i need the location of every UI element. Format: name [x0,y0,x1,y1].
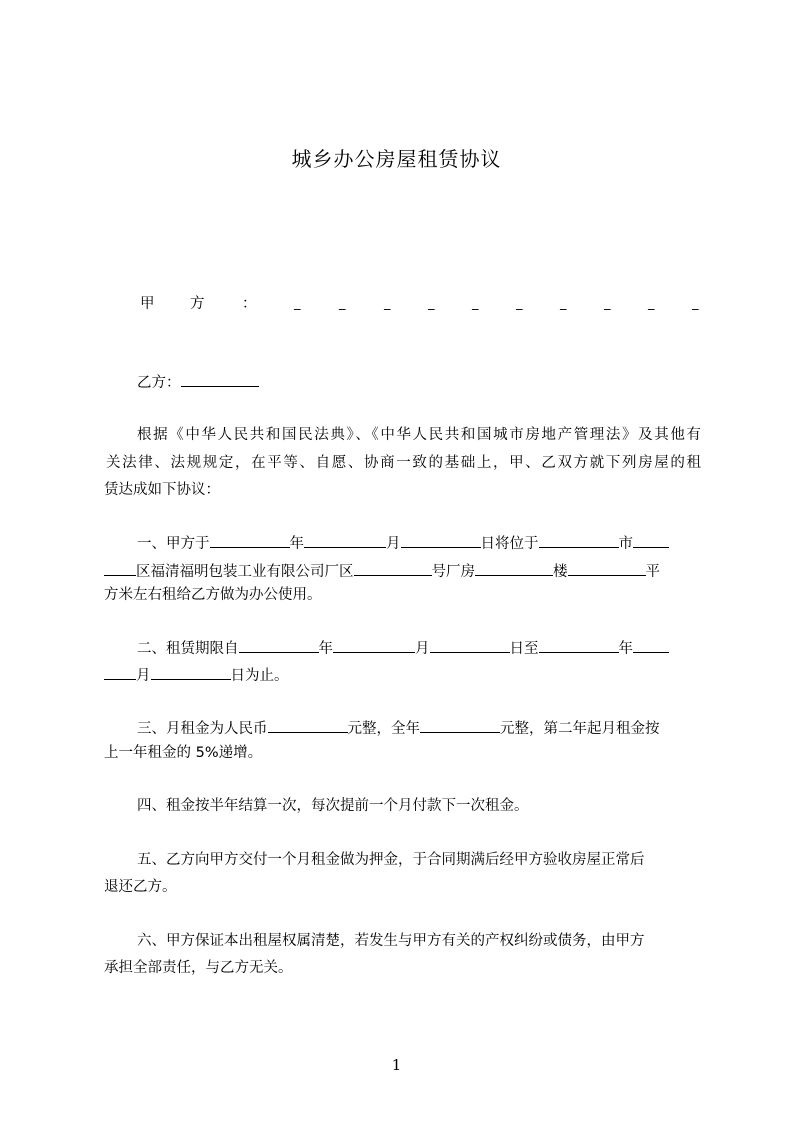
party-a-blank: _ [604,296,611,311]
blank [568,560,646,576]
clause-1-line-3: 方米左右租给乙方做为办公使用。 [104,587,322,603]
blank [539,532,619,548]
clause-2-text: 日至 [509,641,539,657]
page-number: 1 [391,1056,402,1074]
party-a-char-1: 甲 [140,296,155,312]
clause-1-text: 楼 [553,564,568,580]
clause-1-text: 年 [289,536,304,552]
party-a-blank: _ [339,296,346,311]
blank [354,560,432,576]
clause-3-text: 元整，第二年起月租金按 [500,721,660,737]
page-title: 城乡办公房屋租赁协议 [291,147,502,171]
blank [633,532,669,548]
clause-1-line-1 [137,532,734,554]
clause-2-line-2 [104,664,701,686]
clause-1-line-2 [104,560,701,582]
clause-3-text: 三、月租金为人民币 [137,721,268,737]
blank [401,532,481,548]
clause-3-line-2: 上一年租金的 5%递增。 [104,745,263,761]
clause-2-text: 月 [415,641,430,657]
clause-2-text: 年 [618,641,633,657]
party-a-blank: _ [472,296,479,311]
clause-5-line-2: 退还乙方。 [104,879,177,895]
blank [304,532,386,548]
party-b-label: 乙方： [137,375,181,391]
blank [475,560,553,576]
party-a-blank: _ [516,296,523,311]
clause-6-line-1: 六、甲方保证本出租屋权属清楚，若发生与甲方有关的产权纠纷或债务，由甲方 [137,933,645,949]
clause-3-line-1 [137,717,734,739]
clause-1-text: 一、甲方于 [137,536,210,552]
party-a-colon: ： [242,296,257,312]
clause-1-text: 区福清福明包装工业有限公司厂区 [136,564,354,580]
party-a-blank: _ [294,296,301,311]
blank [268,717,348,733]
blank [210,532,290,548]
clause-4-line: 四、租金按半年结算一次，每次提前一个月付款下一次租金。 [137,798,529,814]
party-a-blank: _ [692,296,699,311]
blank [420,717,500,733]
clause-2-text: 日为止。 [230,668,289,684]
clause-2-text: 二、租赁期限自 [137,641,239,657]
party-a-char-2: 方 [190,296,205,312]
blank [633,637,669,653]
clause-5-line-1: 五、乙方向甲方交付一个月租金做为押金，于合同期满后经甲方验收房屋正常后 [137,852,645,868]
clause-2-text: 年 [318,641,333,657]
blank [104,664,136,680]
blank [333,637,415,653]
blank [239,637,319,653]
clause-1-text: 日将位于 [480,536,539,552]
party-a-blank: _ [428,296,435,311]
clause-1-text: 平 [645,564,660,580]
blank [151,664,231,680]
clause-1-text: 市 [618,536,633,552]
party-a-blank: _ [560,296,567,311]
clause-1-text: 月 [386,536,401,552]
intro-line-1: 根据《中华人民共和国民法典》、《中华人民共和国城市房地产管理法》及其他有 [137,427,701,443]
clause-6-line-2: 承担全部责任，与乙方无关。 [104,960,293,976]
intro-line-2: 关法律、法规规定，在平等、自愿、协商一致的基础上，甲、乙双方就下列房屋的租 [106,455,701,471]
party-b-blank [181,371,259,387]
blank [104,560,136,576]
party-a-blank: _ [648,296,655,311]
clause-2-line-1 [137,637,734,659]
clause-3-text: 元整，全年 [347,721,420,737]
clause-2-text: 月 [136,668,151,684]
clause-1-text: 号厂房 [431,564,475,580]
blank [430,637,510,653]
party-a-blank: _ [384,296,391,311]
blank [539,637,619,653]
intro-line-3: 赁达成如下协议： [104,482,220,498]
party-b-line [137,371,734,393]
